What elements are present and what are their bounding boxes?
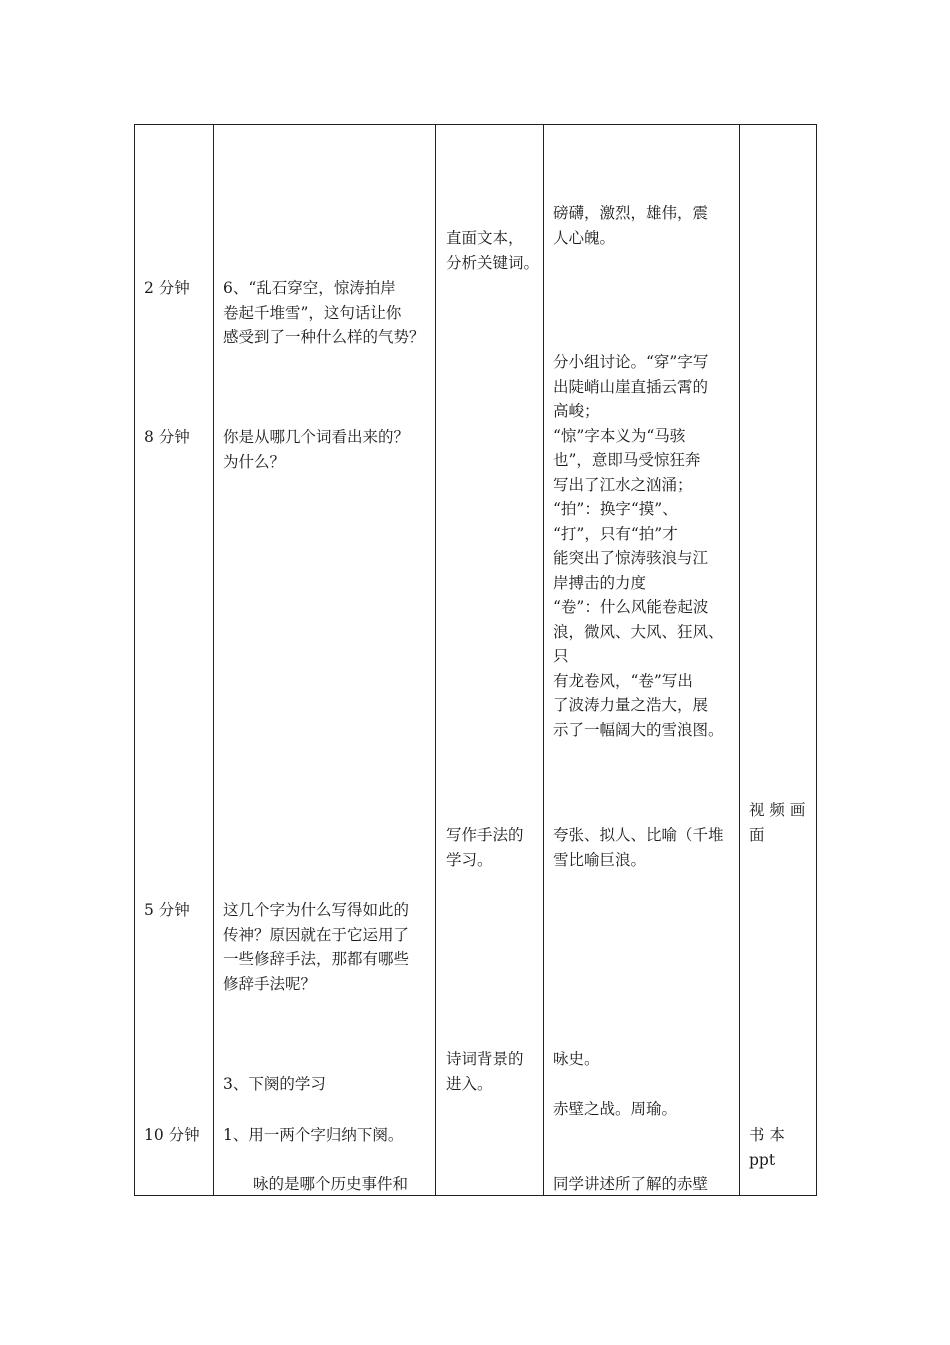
time-cell: 5 分钟 <box>144 901 190 919</box>
time-cell: 2 分钟 <box>144 279 190 297</box>
column-divider <box>739 124 740 1196</box>
answer-cell: 赤壁之战。周瑜。 <box>553 1100 678 1118</box>
question-event: 咏的是哪个历史事件和 <box>253 1175 409 1193</box>
section-heading: 3、下阕的学习 <box>223 1075 326 1093</box>
question-rhetoric: 这几个字为什么写得如此的 传神？原因就在于它运用了 一些修辞手法，那都有哪些 修辞手法呢？ <box>223 901 410 993</box>
resource-cell: 视 频 画 面 <box>749 801 806 844</box>
method-cell: 诗词背景的 进入。 <box>446 1050 524 1093</box>
question-6: 6、“乱石穿空，惊涛拍岸 卷起千堆雪”，这句话让你 感受到了一种什么样的气势？ <box>223 279 425 346</box>
answer-cell: 同学讲述所了解的赤壁 <box>553 1175 709 1193</box>
method-cell: 写作手法的 学习。 <box>446 826 524 869</box>
answer-cell: 夸张、拟人、比喻（千堆 雪比喻巨浪。 <box>553 826 724 869</box>
answer-cell: 咏史。 <box>553 1050 600 1068</box>
column-divider <box>543 124 544 1196</box>
time-cell: 8 分钟 <box>144 428 190 446</box>
column-divider <box>213 124 214 1196</box>
method-cell: 直面文本， 分析关键词。 <box>446 229 540 272</box>
time-cell: 10 分钟 <box>144 1126 200 1144</box>
answer-discussion: 分小组讨论。“穿”字写 出陡峭山崖直插云霄的 高峻； “惊”字本义为“马骇 也”，意即马受惊狂奔 写出了江水之汹涌； “拍”：换字“摸”、 “打”，只有“拍”才 能突出了惊涛骇浪与江 岸搏击的力度 “卷”：什么风能卷起波 浪，微风、大风、狂风、只 有龙卷风，“卷”写出 了波涛力量之浩大，展 示了一幅阔大的雪浪图。 <box>553 353 724 739</box>
question-1: 1、用一两个字归纳下阕。 <box>223 1126 404 1144</box>
resource-cell: 书 本 ppt <box>749 1126 785 1169</box>
question-words: 你是从哪几个词看出来的？ 为什么？ <box>223 428 410 471</box>
column-divider <box>435 124 436 1196</box>
answer-cell: 磅礴，激烈，雄伟，震 人心魄。 <box>553 204 709 247</box>
